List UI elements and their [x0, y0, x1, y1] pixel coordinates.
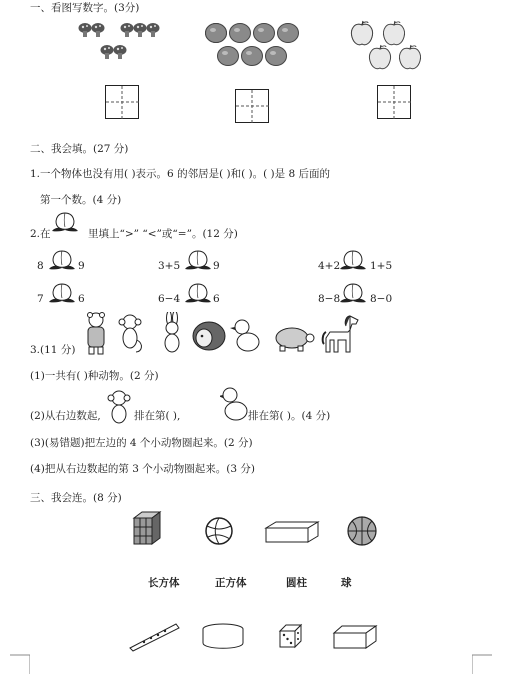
monkey-icon [119, 315, 141, 352]
comparison-5-right: 6 [213, 293, 220, 305]
peach-icon[interactable] [338, 247, 368, 273]
question-3-4: (4)把从右边数起的第 3 个小动物圈起来。(3 分) [30, 463, 255, 475]
peach-icon[interactable] [47, 280, 77, 306]
animals-row [80, 312, 370, 357]
label-cuboid: 长方体 [148, 577, 180, 589]
comparison-2-right: 9 [213, 260, 220, 272]
monkey-icon [107, 390, 131, 424]
section-2-title: 二、我会填。(27 分) [30, 143, 129, 155]
label-cylinder: 圆柱 [286, 577, 307, 589]
section-1-title: 一、看图写数字。(3分) [30, 2, 140, 14]
comparison-3-right: 1+5 [370, 260, 393, 272]
volleyball-icon[interactable] [202, 516, 236, 546]
rabbit-icon [165, 312, 179, 352]
answer-box-3[interactable] [377, 85, 411, 119]
question-3-title: 3.(11 分) [30, 344, 76, 356]
question-1-line-1: 1.一个物体也没有用( )表示。6 的邻居是( )和( )。( )是 8 后面的 [30, 168, 331, 180]
comparison-2-left: 3+5 [158, 260, 181, 272]
peach-icon[interactable] [47, 247, 77, 273]
question-3-2-b: 排在第( ), [134, 410, 181, 422]
peach-icon[interactable] [338, 280, 368, 306]
question-3-2-a: (2)从右边数起, [30, 410, 101, 422]
peach-icon[interactable] [183, 247, 213, 273]
question-3-2-c: 排在第( )。(4 分) [248, 410, 331, 422]
comparison-5-left: 6−4 [158, 293, 181, 305]
cuboid-icon[interactable] [332, 624, 378, 650]
crop-mark-right [472, 654, 492, 674]
chick-icon [230, 320, 259, 351]
dice-icon[interactable] [277, 622, 305, 650]
comparison-4-left: 7 [37, 293, 44, 305]
mushroom-icon [78, 22, 166, 68]
chick-icon [220, 386, 248, 422]
box-icon[interactable] [264, 520, 320, 544]
apple-icon [350, 20, 430, 72]
comparison-1-left: 8 [37, 260, 44, 272]
comparison-6-left: 8−8 [318, 293, 341, 305]
label-cube: 正方体 [215, 577, 247, 589]
comparison-3-left: 4+2 [318, 260, 341, 272]
answer-box-2[interactable] [235, 89, 269, 123]
grid-lines [106, 86, 140, 120]
peach-icon[interactable] [183, 280, 213, 306]
comparison-4-right: 6 [78, 293, 85, 305]
turtle-icon [276, 328, 314, 351]
label-sphere: 球 [341, 577, 352, 589]
grid-lines [236, 90, 270, 124]
peach-icon [50, 209, 80, 235]
question-1-line-2: 第一个数。(4 分) [40, 194, 122, 206]
question-3-3: (3)(易错题)把左边的 4 个小动物圈起来。(2 分) [30, 437, 253, 449]
grid-lines [378, 86, 412, 120]
drum-icon[interactable] [201, 622, 245, 650]
horse-icon [323, 316, 358, 352]
comparison-1-right: 9 [78, 260, 85, 272]
flute-icon[interactable] [128, 620, 182, 652]
answer-box-1[interactable] [105, 85, 139, 119]
section-3-title: 三、我会连。(8 分) [30, 492, 122, 504]
question-2-suffix: 里填上“>” “<”或“=”。(12 分) [88, 228, 238, 240]
hedgehog-icon [193, 322, 225, 350]
crop-mark-left [10, 654, 30, 674]
rubiks-cube-icon[interactable] [130, 510, 166, 548]
bear-icon [88, 313, 105, 355]
basketball-icon[interactable] [346, 515, 378, 547]
plum-icon [205, 22, 305, 68]
comparison-6-right: 8−0 [370, 293, 393, 305]
question-3-1: (1)一共有( )种动物。(2 分) [30, 370, 159, 382]
question-2-prefix: 2.在 [30, 228, 51, 240]
